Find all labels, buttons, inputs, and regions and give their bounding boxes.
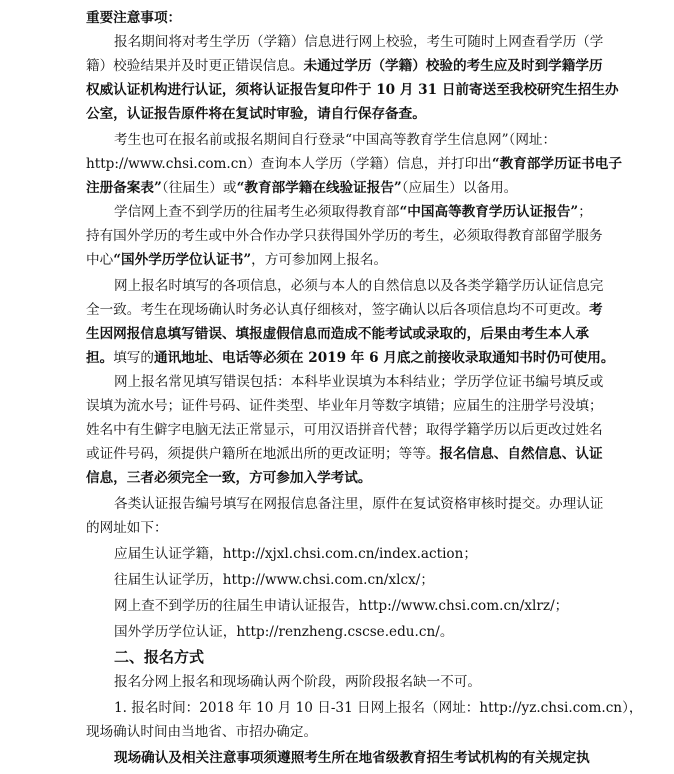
text-line: 考生也可在报名前或报名期间自行登录“中国高等教育学生信息网”（网址： — [114, 132, 557, 148]
text-line: 全一致。考生在现场确认时务必认真仔细核对，签字确认以后各项信息均不可更改。考 — [86, 302, 603, 318]
link-line: 应届生认证学籍，http://xjxl.chsi.com.cn/index.action； — [114, 546, 477, 562]
text-line: 学信网上查不到学历的往届考生必须取得教育部“中国高等教育学历认证报告”； — [114, 204, 592, 220]
text-line: 报名期间将对考生学历（学籍）信息进行网上校验，考生可随时上网查看学历（学 — [114, 34, 604, 50]
text-line: 籍）校验结果并及时更正错误信息。未通过学历（学籍）校验的考生应及时到学籍学历 — [86, 58, 603, 74]
text-line: 担。填写的通讯地址、电话等必须在 2019 年 6 月底之前接收录取通知书时仍可使用。 — [86, 350, 615, 366]
link-line: 往届生认证学历，http://www.chsi.com.cn/xlcx/； — [114, 572, 434, 588]
text-line: 持有国外学历的考生或中外合作办学只获得国外学历的考生，必须取得教育部留学服务 — [86, 228, 603, 244]
text-line: 各类认证报告编号填写在网报信息备注里，原件在复试资格审核时提交。办理认证 — [114, 496, 604, 512]
text-line: 现场确认及相关注意事项须遵照考生所在地省级教育招生考试机构的有关规定执 — [114, 750, 590, 766]
text-line: 的网址如下： — [86, 520, 168, 536]
text-line: 公室，认证报告原件将在复试时审验，请自行保存备查。 — [86, 106, 426, 122]
text-line: 误填为流水号；证件号码、证件类型、毕业年月等数字填错；应届生的注册学号没填； — [86, 398, 603, 414]
text-line: 信息，三者必须完全一致，方可参加入学考试。 — [86, 470, 372, 486]
text-line: 注册备案表”（往届生）或“教育部学籍在线验证报告”（应届生）以备用。 — [86, 180, 518, 196]
section-heading: 二、报名方式 — [114, 648, 205, 666]
link-line: 国外学历学位认证，http://renzheng.cscse.edu.cn/。 — [114, 624, 454, 640]
text-line: 现场确认时间由当地省、市招办确定。 — [86, 724, 318, 740]
link-line: 网上查不到学历的往届生申请认证报告，http://www.chsi.com.cn/xlrz/； — [114, 598, 569, 614]
text-line: 网上报名时填写的各项信息，必须与本人的自然信息以及各类学籍学历认证信息完 — [114, 278, 604, 294]
text-line: 中心“国外学历学位认证书”，方可参加网上报名。 — [86, 252, 388, 268]
text-line: 1. 报名时间：2018 年 10 月 10 日-31 日网上报名（网址：http://yz.chsi.com.cn）， — [114, 700, 643, 716]
text-line: 姓名中有生僻字电脑无法正常显示，可用汉语拼音代替；取得学籍学历以后更改过姓名 — [86, 422, 603, 438]
text-line: 权威认证机构进行认证，须将认证报告复印件于 10 月 31 日前寄送至我校研究生招生办 — [86, 82, 619, 98]
text-line: 报名分网上报名和现场确认两个阶段，两阶段报名缺一不可。 — [114, 674, 482, 690]
text-line: 网上报名常见填写错误包括：本科毕业误填为本科结业；学历学位证书编号填反或 — [114, 374, 604, 390]
notice-title: 重要注意事项： — [86, 10, 182, 26]
text-line: 或证件号码，须提供户籍所在地派出所的更改证明；等等。报名信息、自然信息、认证 — [86, 446, 603, 462]
text-line: http://www.chsi.com.cn）查询本人学历（学籍）信息，并打印出“教育部学历证书电子 — [86, 156, 622, 172]
text-line: 生因网报信息填写错误、填报虚假信息而造成不能考试或录取的，后果由考生本人承 — [86, 326, 589, 342]
